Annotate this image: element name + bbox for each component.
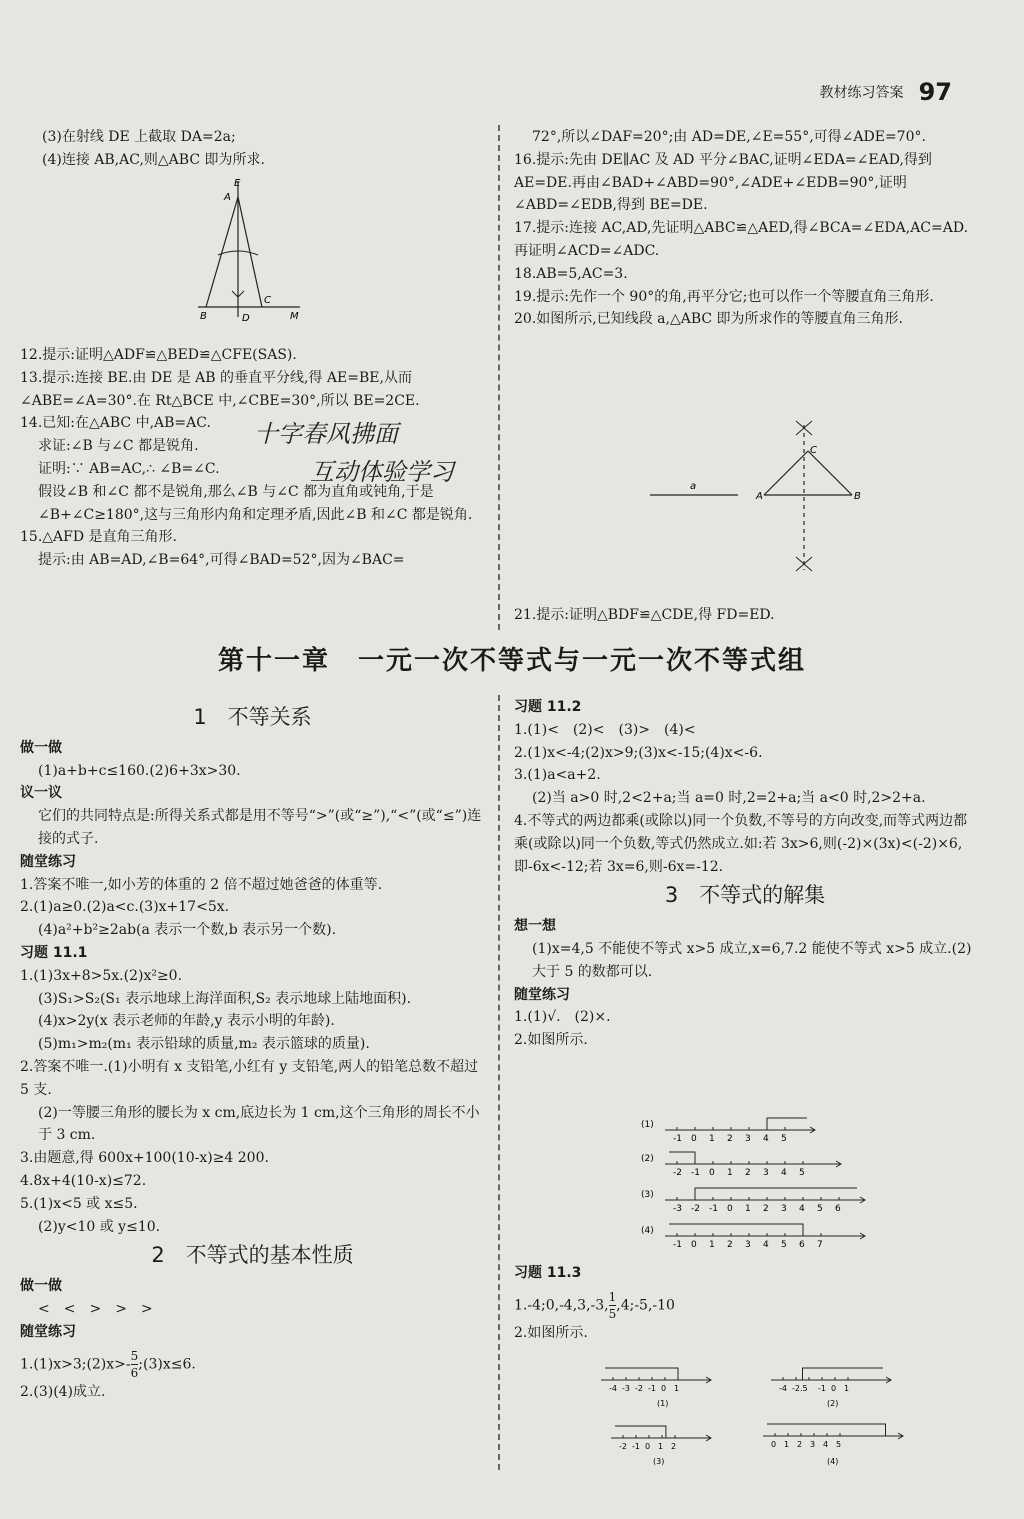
answer-line: (2)y<10 或 y≤10. <box>38 1218 161 1235</box>
answer-line: < < > > > <box>38 1300 153 1317</box>
tick-label: 1 <box>709 1240 715 1250</box>
tick-label: 1 <box>844 1384 850 1393</box>
answer-text: ;(3)x≤6. <box>138 1356 196 1373</box>
tick-label: 4 <box>763 1134 769 1144</box>
figure-caption: (4) <box>827 1457 839 1466</box>
solution-bracket <box>669 1224 803 1236</box>
side-ab <box>206 197 238 307</box>
answer-line: (4)a²+b²≥2ab(a 表示一个数,b 表示另一个数). <box>38 922 337 939</box>
answer-line: (1)x=4,5 不能使不等式 x>5 成立,x=6,7.2 能使不等式 x>5 成立.(2)大于 5 的数都可以. <box>532 940 972 980</box>
exercise-11-3-block <box>514 1262 976 1345</box>
tick-label: 4 <box>799 1204 805 1214</box>
tick-label: -4 <box>609 1384 617 1393</box>
line-label: (1) <box>641 1120 654 1130</box>
answer-line: 1.(1)3x+8>5x.(2)x²≥0. <box>20 967 183 984</box>
label-e: E <box>234 178 241 189</box>
answer-line: (2)一等腰三角形的腰长为 x cm,底边长为 1 cm,这个三角形的周长不小于 3 cm. <box>38 1104 480 1144</box>
tick-label: 2 <box>763 1204 769 1214</box>
label-d: D <box>242 313 250 324</box>
answer-line: 3.(1)a<a+2. <box>514 767 601 784</box>
tick-label: 0 <box>709 1168 715 1178</box>
label-c: C <box>810 445 817 456</box>
answer-text: ,4;-5,-10 <box>616 1297 675 1314</box>
label-a-segment: a <box>690 481 697 492</box>
tick-label: -2 <box>673 1168 682 1178</box>
tick-label: 4 <box>763 1240 769 1250</box>
label-a: A <box>224 192 231 203</box>
figure-caption: (2) <box>827 1399 839 1408</box>
tick-label: 1 <box>745 1204 751 1214</box>
tick-label: 0 <box>691 1134 697 1144</box>
tick-label: 1 <box>674 1384 680 1393</box>
answer-line: (3)在射线 DE 上截取 DA=2a; <box>42 129 236 145</box>
tick-label: 0 <box>727 1204 733 1214</box>
answer-line: (3)S₁>S₂(S₁ 表示地球上海洋面积,S₂ 表示地球上陆地面积). <box>38 990 412 1007</box>
subheading: 做一做 <box>20 739 62 756</box>
answer-line: 1.(1)√. (2)×. <box>514 1009 611 1026</box>
answer-21: 21.提示:证明△BDF≌△CDE,得 FD=ED. <box>514 607 775 623</box>
tick-label: 4 <box>781 1168 787 1178</box>
header-title: 教材练习答案 <box>819 85 904 101</box>
section-2-title: 2 不等式的基本性质 <box>151 1243 354 1268</box>
tick-label: 0 <box>831 1384 837 1393</box>
tick-label: 5 <box>781 1240 787 1250</box>
answer-line: 1.答案不唯一,如小芳的体重的 2 倍不超过她爸爸的体重等. <box>20 876 383 893</box>
section-3-title: 3 不等式的解集 <box>664 883 826 908</box>
subheading: 随堂练习 <box>20 1323 76 1340</box>
page-number: 97 <box>918 78 952 106</box>
answer-17: 17.提示:连接 AC,AD,先证明△ABC≌△AED,得∠BCA=∠EDA,AC=AD.再证明∠ACD=∠ADC. <box>514 220 969 259</box>
subheading: 习题 11.3 <box>514 1265 582 1281</box>
solution-bracket <box>695 1188 857 1200</box>
tick-label: 5 <box>817 1204 823 1214</box>
tick-label: -1 <box>709 1204 718 1214</box>
right-bottom-column <box>514 696 976 1052</box>
answer-line: 证明:∵ AB=AC,∴ ∠B=∠C. <box>38 460 220 477</box>
chapter-title: 第十一章 一元一次不等式与一元一次不等式组 <box>217 646 806 676</box>
subheading: 习题 11.2 <box>514 699 582 715</box>
column-divider-bottom <box>498 695 500 1470</box>
answer-15: 15.△AFD 是直角三角形. <box>20 529 177 546</box>
answer-line: 2.(1)x<-4;(2)x>9;(3)x<-15;(4)x<-6. <box>514 744 763 761</box>
answer-20: 20.如图所示,已知线段 a,△ABC 即为所求作的等腰直角三角形. <box>514 311 903 328</box>
answer-line: (2)当 a>0 时,2<2+a;当 a=0 时,2=2+a;当 a<0 时,2>2+a. <box>532 790 926 807</box>
tick-label: -1 <box>673 1240 682 1250</box>
line-label: (3) <box>641 1190 654 1200</box>
label-b: B <box>200 311 207 322</box>
arc-mark-top <box>796 421 812 435</box>
tick-label: -1 <box>818 1384 826 1393</box>
tick-label: 7 <box>817 1240 823 1250</box>
answer-line: (5)m₁>m₂(m₁ 表示铅球的质量,m₂ 表示篮球的质量). <box>38 1036 370 1053</box>
right-top-column <box>514 126 976 331</box>
figure-caption: (3) <box>653 1457 665 1466</box>
answer-text: 1.(1)x>3;(2)x>- <box>20 1356 131 1373</box>
tick-label: 1 <box>709 1134 715 1144</box>
answer-14: 14.已知:在△ABC 中,AB=AC. <box>20 415 211 432</box>
answer-16: 16.提示:先由 DE∥AC 及 AD 平分∠BAC,证明∠EDA=∠EAD,得到 AE=DE.再由∠BAD+∠ABD=90°,∠ADE+∠EDB=90°,证明∠ABD=∠EDB,得到 BE=DE. <box>514 151 932 214</box>
tick-label: 3 <box>781 1204 787 1214</box>
answer-12: 12.提示:证明△ADF≌△BED≌△CFE(SAS). <box>20 347 297 363</box>
tick-label: -2 <box>635 1384 643 1393</box>
answer-text: 1.-4;0,-4,3,-3, <box>514 1297 609 1314</box>
solution-bracket <box>669 1152 695 1164</box>
answer-line: 2.答案不唯一.(1)小明有 x 支铅笔,小红有 y 支铅笔,两人的铅笔总数不超过 5 支. <box>20 1058 479 1098</box>
tick-label: 2 <box>797 1440 803 1449</box>
answer-line: 4.8x+4(10-x)≤72. <box>20 1172 147 1189</box>
side-ac <box>764 451 808 495</box>
figure-caption: (1) <box>657 1399 669 1408</box>
answer-line: (4)x>2y(x 表示老师的年龄,y 表示小明的年龄). <box>38 1013 335 1030</box>
tick-label: -4 <box>779 1384 787 1393</box>
answer-line: 提示:由 AB=AD,∠B=64°,可得∠BAD=52°,因为∠BAC= <box>38 552 405 569</box>
label-b: B <box>854 491 861 502</box>
answer-line: (4)连接 AB,AC,则△ABC 即为所求. <box>42 151 265 168</box>
answer-line: 2.(1)a≥0.(2)a<c.(3)x+17<5x. <box>20 899 230 916</box>
tick-label: 3 <box>810 1440 816 1449</box>
tick-label: 5 <box>836 1440 842 1449</box>
section-1-title: 1 不等关系 <box>193 705 312 729</box>
answer-18: 18.AB=5,AC=3. <box>514 265 628 282</box>
subheading: 议一议 <box>20 785 62 802</box>
answer-line <box>514 1289 976 1322</box>
tick-label: -1 <box>673 1134 682 1144</box>
tick-label: 1 <box>784 1440 790 1449</box>
small-number-line-figures <box>595 1358 915 1470</box>
answer-line: 它们的共同特点是:所得关系式都是用不等号“>”(或“≥”),“<”(或“≤”)连接的式子. <box>38 808 482 847</box>
subheading: 随堂练习 <box>20 853 76 870</box>
number-line-figure-set <box>635 1108 875 1258</box>
tick-label: 3 <box>763 1168 769 1178</box>
numerator: 1 <box>608 1289 617 1304</box>
left-bottom-column <box>20 700 485 1403</box>
isosceles-right-triangle-figure <box>640 415 880 580</box>
tick-label: -2 <box>619 1442 627 1451</box>
answer-line: 3.由题意,得 600x+100(10-x)≥4 200. <box>20 1150 269 1167</box>
tick-label: 1 <box>727 1168 733 1178</box>
tick-label: 3 <box>745 1240 751 1250</box>
answer-line: 2.如图所示. <box>514 1324 588 1341</box>
tick-label: -1 <box>648 1384 656 1393</box>
tick-label: 3 <box>745 1134 751 1144</box>
tick-label: 5 <box>799 1168 805 1178</box>
label-m: M <box>290 311 299 322</box>
arc-mark-bottom <box>796 557 812 571</box>
tick-label: 4 <box>823 1440 829 1449</box>
answer-line: 4.不等式的两边都乘(或除以)同一个负数,不等号的方向改变,而等式两边都乘(或除以)同一个负数,等式仍然成立.如:若 3x>6,则(-2)×(3x)<(-2)×6,即-6x<-12;若 3x=6,则-6x=-12. <box>514 812 968 875</box>
answer-line: (1)a+b+c≤160.(2)6+3x>30. <box>38 762 241 779</box>
solution-bracket <box>767 1118 807 1130</box>
tick-label: -2.5 <box>792 1384 808 1393</box>
answer-line: 2.(3)(4)成立. <box>20 1383 106 1400</box>
solution-bracket <box>767 1424 886 1436</box>
tick-label: 1 <box>658 1442 664 1451</box>
tick-label: -1 <box>632 1442 640 1451</box>
answer-line <box>20 1348 485 1381</box>
numerator: 5 <box>130 1348 139 1363</box>
tick-label: 0 <box>661 1384 667 1393</box>
tick-label: -1 <box>691 1168 700 1178</box>
tick-label: 0 <box>691 1240 697 1250</box>
answer-line: 1.(1)< (2)< (3)> (4)< <box>514 721 696 738</box>
left-top-column <box>24 126 488 172</box>
tick-label: -3 <box>622 1384 630 1393</box>
subheading: 习题 11.1 <box>20 944 88 961</box>
subheading: 做一做 <box>20 1278 62 1295</box>
handwriting-line-1: 十字春风拂面 <box>254 420 398 448</box>
side-bc <box>808 451 852 495</box>
triangle-construction-figure <box>190 175 310 325</box>
tick-label: 6 <box>835 1204 841 1214</box>
answer-19: 19.提示:先作一个 90°的角,再平分它;也可以作一个等腰直角三角形. <box>514 288 934 305</box>
subheading: 随堂练习 <box>514 986 570 1003</box>
tick-label: 2 <box>727 1134 733 1144</box>
line-label: (4) <box>641 1226 654 1236</box>
tick-label: 2 <box>671 1442 677 1451</box>
subheading: 想一想 <box>514 918 556 935</box>
solution-bracket <box>803 1368 884 1380</box>
answer-line: 2.如图所示. <box>514 1032 588 1049</box>
answer-line: 5.(1)x<5 或 x≤5. <box>20 1195 138 1212</box>
column-divider-top <box>498 125 500 630</box>
line-label: (2) <box>641 1154 654 1164</box>
solution-bracket <box>605 1368 678 1380</box>
answer-line: 求证:∠B 与∠C 都是锐角. <box>38 438 199 455</box>
tick-label: 5 <box>781 1134 787 1144</box>
label-a: A <box>756 491 763 502</box>
tick-label: 0 <box>645 1442 651 1451</box>
handwriting-line-2: 互动体验学习 <box>310 458 454 486</box>
denominator: 5 <box>608 1306 617 1321</box>
tick-label: 0 <box>771 1440 777 1449</box>
answer-13: 13.提示:连接 BE.由 DE 是 AB 的垂直平分线,得 AE=BE,从而∠ABE=∠A=30°.在 Rt△BCE 中,∠CBE=30°,所以 BE=2CE. <box>20 369 420 409</box>
label-c: C <box>264 295 271 306</box>
tick-label: 6 <box>799 1240 805 1250</box>
tick-label: -2 <box>691 1204 700 1214</box>
tick-label: -3 <box>673 1204 682 1214</box>
answer-line: 假设∠B 和∠C 都不是锐角,那么∠B 与∠C 都为直角或钝角,于是∠B+∠C≥180°,这与三角形内角和定理矛盾,因此∠B 和∠C 都是锐角. <box>38 483 473 523</box>
page-header <box>820 78 953 106</box>
answer-21-block <box>514 604 976 627</box>
tick-label: 2 <box>745 1168 751 1178</box>
answer-line: 72°,所以∠DAF=20°;由 AD=DE,∠E=55°,可得∠ADE=70°. <box>532 129 926 145</box>
handwritten-note <box>250 414 500 494</box>
tick-label: 2 <box>727 1240 733 1250</box>
denominator: 6 <box>130 1365 139 1380</box>
